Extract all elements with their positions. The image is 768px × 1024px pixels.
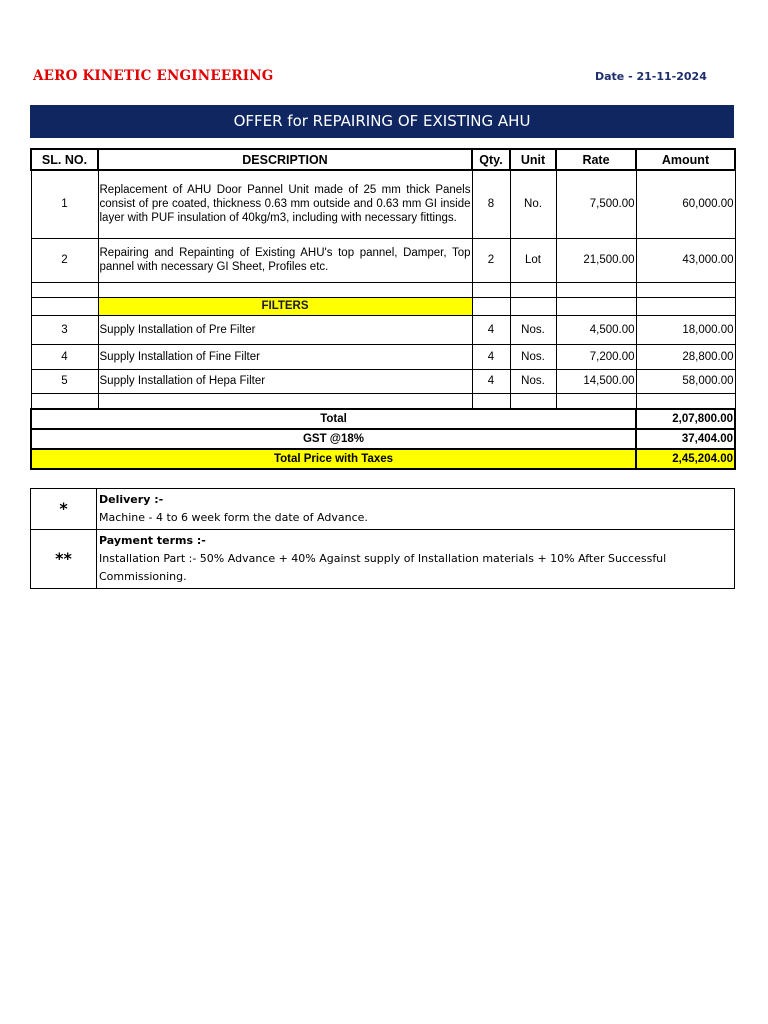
cell-amount: 43,000.00 [636, 238, 735, 282]
cell-unit: No. [510, 170, 556, 238]
total-label: Total [31, 409, 636, 429]
cell-sl: 5 [31, 369, 98, 393]
col-header-rate: Rate [556, 149, 636, 170]
cell-qty: 4 [472, 344, 510, 369]
cell-sl: 3 [31, 315, 98, 344]
blank-row [31, 282, 735, 297]
grand-total-row [31, 449, 735, 469]
col-header-qty: Qty. [472, 149, 510, 170]
col-header-description: DESCRIPTION [98, 149, 472, 170]
cell-unit: Lot [510, 238, 556, 282]
gst-row [31, 429, 735, 449]
cell-description: Repairing and Repainting of Existing AHU's top pannel, Damper, Top pannel with necessary GI Sheet, Profiles etc. [98, 238, 472, 282]
cell-amount: 58,000.00 [636, 369, 735, 393]
cell-description: Supply Installation of Fine Filter [98, 344, 472, 369]
grand-total-label: Total Price with Taxes [31, 449, 636, 469]
note-marker: ** [31, 530, 97, 589]
gst-label: GST @18% [31, 429, 636, 449]
cell-unit: Nos. [510, 315, 556, 344]
blank-row [31, 393, 735, 409]
gst-value: 37,404.00 [636, 429, 735, 449]
cell-description: Supply Installation of Pre Filter [98, 315, 472, 344]
cell-rate: 7,500.00 [556, 170, 636, 238]
offer-title-banner: OFFER for REPAIRING OF EXISTING AHU [30, 105, 734, 138]
payment-note-row [31, 530, 735, 589]
delivery-text: Machine - 4 to 6 week form the date of Advance. [99, 511, 368, 524]
cell-qty: 2 [472, 238, 510, 282]
table-row [31, 170, 735, 238]
cell-qty: 8 [472, 170, 510, 238]
cell-amount: 60,000.00 [636, 170, 735, 238]
col-header-sl: SL. NO. [31, 149, 98, 170]
cell-unit: Nos. [510, 344, 556, 369]
offer-date: Date - 21-11-2024 [595, 70, 707, 83]
payment-text: Installation Part :- 50% Advance + 40% Against supply of Installation materials + 10% After Successful Commissioning. [99, 552, 667, 583]
col-header-unit: Unit [510, 149, 556, 170]
filters-section-row [31, 297, 735, 315]
filters-heading: FILTERS [98, 297, 472, 315]
table-row [31, 238, 735, 282]
col-header-amount: Amount [636, 149, 735, 170]
total-row [31, 409, 735, 429]
terms-table [30, 488, 735, 589]
total-value: 2,07,800.00 [636, 409, 735, 429]
cell-description: Replacement of AHU Door Pannel Unit made of 25 mm thick Panels consist of pre coated, thickness 0.63 mm outside and 0.63 mm GI inside layer with PUF insulation of 40kg/m3, including with necessary fittings. [98, 170, 472, 238]
delivery-note-row [31, 489, 735, 530]
cell-amount: 18,000.00 [636, 315, 735, 344]
note-marker: * [31, 489, 97, 530]
cell-sl: 2 [31, 238, 98, 282]
cell-sl: 4 [31, 344, 98, 369]
delivery-heading: Delivery :- [99, 493, 164, 506]
cell-qty: 4 [472, 315, 510, 344]
quotation-table [30, 148, 736, 470]
cell-rate: 7,200.00 [556, 344, 636, 369]
cell-amount: 28,800.00 [636, 344, 735, 369]
cell-rate: 21,500.00 [556, 238, 636, 282]
cell-rate: 4,500.00 [556, 315, 636, 344]
cell-rate: 14,500.00 [556, 369, 636, 393]
company-name: AERO KINETIC ENGINEERING [33, 68, 274, 84]
grand-total-value: 2,45,204.00 [636, 449, 735, 469]
table-header-row [31, 149, 735, 170]
cell-qty: 4 [472, 369, 510, 393]
payment-heading: Payment terms :- [99, 534, 206, 547]
cell-sl: 1 [31, 170, 98, 238]
table-row [31, 315, 735, 344]
cell-unit: Nos. [510, 369, 556, 393]
table-row [31, 344, 735, 369]
table-row [31, 369, 735, 393]
cell-description: Supply Installation of Hepa Filter [98, 369, 472, 393]
